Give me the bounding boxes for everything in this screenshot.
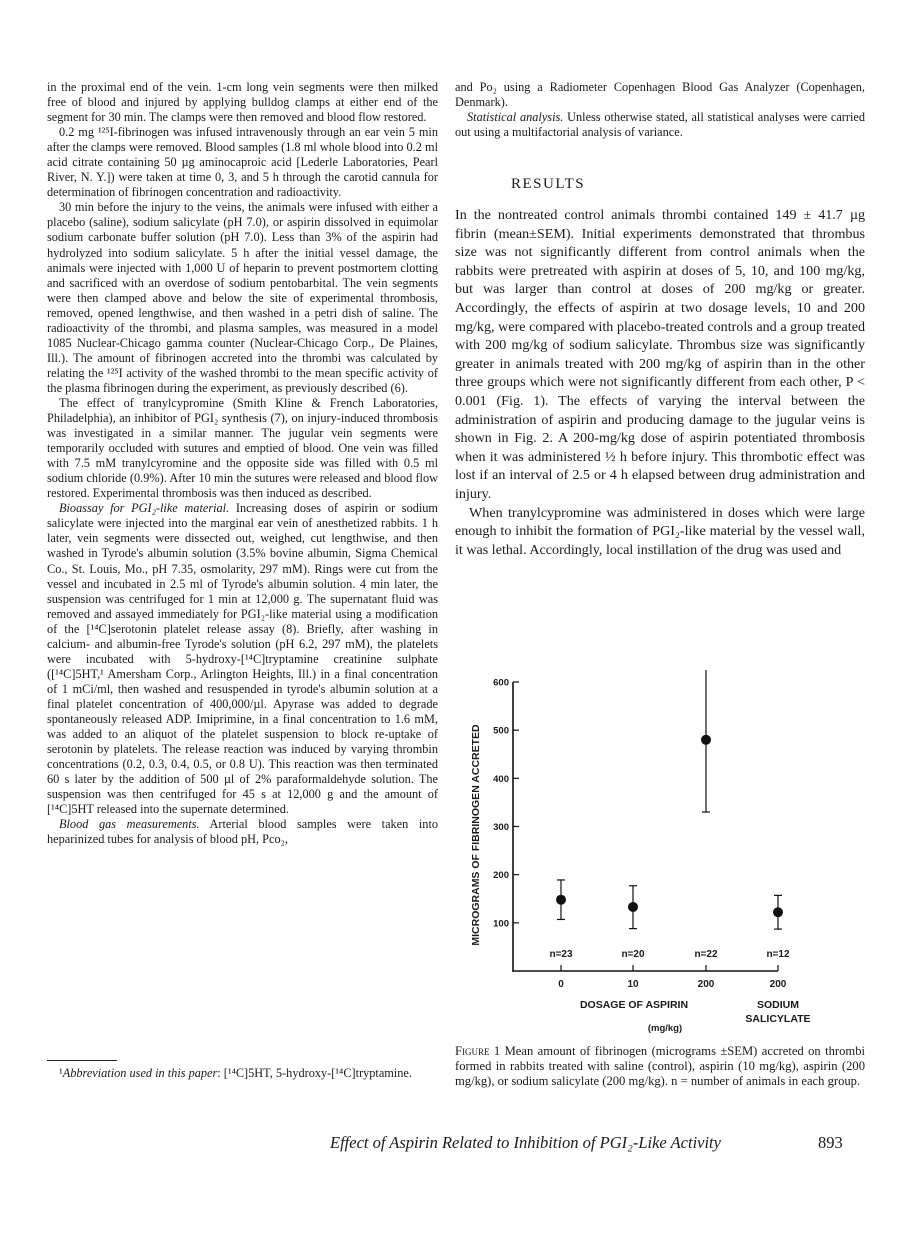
x-tick-label: 200 [697, 979, 715, 990]
section-heading: Bioassay for PGI₂-like material. [59, 501, 230, 516]
y-tick-label: 200 [493, 870, 509, 882]
n-label: n=12 [766, 949, 790, 960]
n-label: n=20 [621, 949, 645, 960]
paragraph: in the proximal end of the vein. 1-cm long vein segments were then milked free of blood and injured by applying bulldog clamps at either end of the segment for 30 min. The clamps were then removed and blood flow restored. [47, 80, 438, 125]
right-column-top [455, 80, 865, 140]
y-tick-label: 400 [493, 773, 509, 785]
paragraph [455, 110, 865, 140]
footnote-divider [47, 1060, 117, 1061]
paragraph: 30 min before the injury to the veins, the animals were infused with either a placebo (saline), sodium salicylate (pH 7.0), or aspirin dissolved in equimolar sodium carbonate buffer solution (pH 7.0). Less than 3% of the aspirin had hydrolyzed into sodium salicylate. 5 h after the initial vessel damage, the animals were injected with 1,000 U of heparin to prevent postmortem clotting and sacrificed with an overdose of sodium pentobarbital. The vein segments were then clamped above and below the site of experimental thrombosis, removed, opened lengthwise, and then washed in a petri dish of saline. The radioactivity of the thrombi, and plasma samples, was measured in a model 1085 Nuclear-Chicago gamma counter (Nuclear-Chicago Corp., De Plaines, Ill.). The amount of fibrinogen accreted into the thrombi was calculated by relating the ¹²⁵I activity of the washed thrombi to the mean specific activity of the plasma fibrinogen during the experiment, as previously described (6). [47, 200, 438, 395]
paragraph: 0.2 mg ¹²⁵I-fibrinogen was infused intravenously through an ear vein 5 min after the clamps were removed. Blood samples (1.8 ml whole blood into 0.2 ml acid citrate containing 50 µg aminocaproic acid [Lederle Laboratories, Pearl River, N. Y.]) were taken at time 0, 3, and 5 h through the carotid cannula for determination of fibrinogen concentration and radioactivity. [47, 125, 438, 200]
group-label-line2: SALICYLATE [745, 1013, 811, 1025]
x-tick-label: 0 [558, 979, 564, 990]
section-heading: Statistical analysis. [467, 110, 564, 125]
section-heading: Blood gas measurements. [59, 817, 200, 832]
footnote-marker: ¹ [59, 1066, 63, 1080]
x-tick-label: 200 [769, 979, 787, 990]
paragraph [47, 817, 438, 847]
page-number: 893 [818, 1133, 843, 1152]
paragraph-text: Unless otherwise stated, all statistical analyses were carried out using a multifactorial analysis of variance. [455, 110, 865, 140]
paragraph [47, 501, 438, 817]
mean-point [628, 902, 638, 912]
paragraph-text: Increasing doses of aspirin or sodium salicylate were injected into the marginal ear vein of anesthetized rabbits. 1 h later, vein segments were dissected out, weighed, cut lengthwise, and then washed in Tyrode's albumin solution (3.5% bovine albumin, Sigma Chemical Co., St. Louis, Mo., pH 7.35, osmolarity, 297 mM). Rings were cut from the vessel and incubated in 2.5 ml of Tyrode's albumin solution. 4 min later, the suspension was centrifuged for 1 min at 12,000 g. The supernatant fluid was removed and assayed immediately for PGI₂-like material using a modification of the [¹⁴C]serotonin platelet release assay (8). Briefly, after washing in calcium- and albumin-free Tyrode's solution (pH 6.2, 297 mM), the platelets were incubated with 5-hydroxy-[¹⁴C]tryptamine creatinine sulphate ([¹⁴C]5HT,¹ Amersham Corp., Arlington Heights, Ill.) in a final concentration of 1 mCi/ml, then washed and resuspended in tyrode's albumin solution at a final platelet concentration of 400,000/µl. Apyrase was added to degrade spontaneously released ADP. Imiprimine, in a final concentration to 1.6 mM, was added to an aliquot of the platelet suspension to block re-uptake of serotonin by platelets. The release reaction was induced by varying thrombin concentrations (0.2, 0.3, 0.4, 0.5, or 0.8 U). This reaction was then terminated 60 s later by the addition of 500 µl of 2% paraformaldehyde solution. The suspension was then centrifuged for 45 s at 12,000 g and the amount of [¹⁴C]5HT released into the supernate determined. [47, 501, 438, 817]
n-label: n=22 [694, 949, 718, 960]
paragraph: The effect of tranylcypromine (Smith Kline & French Laboratories, Philadelphia), an inhibitor of PGI₂ synthesis (7), on injury-induced thrombosis was investigated in a similar manner. The jugular vein segments were temporarily occluded with sutures and emptied of blood. One vein was filled with 7.5 mM tranylcyromine and the opposite side was filled with 0.5 ml sodium chloride (0.9%). After 10 min the sutures were released and blood flow restored. Experimental thrombosis was then induced as described. [47, 395, 438, 501]
axes [493, 678, 790, 991]
figure-caption [455, 1044, 865, 1089]
footnote-text: : [¹⁴C]5HT, 5-hydroxy-[¹⁴C]tryptamine. [217, 1066, 412, 1080]
y-tick-label: 600 [493, 677, 509, 689]
y-tick-label: 100 [493, 918, 509, 930]
figure-1-chart [460, 670, 840, 1040]
results-heading: RESULTS [511, 176, 586, 192]
mean-point [701, 735, 711, 745]
y-tick-label: 500 [493, 725, 509, 737]
x-axis-label: DOSAGE OF ASPIRIN [579, 999, 689, 1011]
figure-label: Figure 1 [455, 1044, 501, 1058]
data-marks [556, 670, 783, 929]
paragraph: and Po₂ using a Radiometer Copenhagen Blood Gas Analyzer (Copenhagen, Denmark). [455, 80, 865, 110]
mean-point [556, 895, 566, 905]
paragraph: When tranylcypromine was administered in doses which were large enough to inhibit the formation of PGI₂-like material by the vessel wall, it was lethal. Accordingly, local instillation of the drug was used and [455, 504, 865, 558]
left-column [47, 80, 438, 847]
footnote [47, 1066, 438, 1081]
footnote-heading: Abbreviation used in this paper [62, 1066, 218, 1080]
y-tick-label: 300 [493, 822, 509, 833]
running-footer-title: Effect of Aspirin Related to Inhibition of PGI₂-Like Activity [330, 1133, 721, 1152]
n-label: n=23 [549, 949, 573, 960]
caption-text: Mean amount of fibrinogen (micrograms ±SEM) accreted on thrombi formed in rabbits treated with saline (control), aspirin (10 mg/kg), aspirin (200 mg/kg), or sodium salicylate (200 mg/kg). n = number of animals in each group. [455, 1044, 865, 1089]
results-body [455, 206, 865, 559]
y-axis-label: MICROGRAMS OF FIBRINOGEN ACCRETED [470, 724, 482, 946]
x-tick-label: 10 [627, 979, 639, 990]
mean-point [773, 907, 783, 917]
paragraph: In the nontreated control animals thrombi contained 149 ± 41.7 µg fibrin (mean±SEM). Initial experiments demonstrated that thrombus size was not significantly different from control animals when the rabbits were pretreated with aspirin at doses of 5, 10, and 100 mg/kg, but was larger than control at doses of 200 mg/kg or greater. Accordingly, the effects of aspirin at two dosage levels, 10 and 200 mg/kg, were compared with placebo-treated controls and a group treated with 200 mg/kg of sodium salicylate. Thrombus size was significantly greater in animals treated with 200 mg/kg of aspirin than in the other three groups which were not significantly different from each other, P < 0.001 (Fig. 1). The effects of varying the interval between the administration of aspirin and producing damage to the jugular veins is shown in Fig. 2. A 200-mg/kg dose of aspirin potentiated thrombosis when it was administered ½ h before injury. This thrombotic effect was lost if an interval of 2.5 or 4 h elapsed between drug administration and injury. [455, 207, 865, 502]
paragraph-text: Arterial blood samples were taken into heparinized tubes for analysis of blood pH, Pco₂, [47, 817, 439, 847]
group-label-line1: SODIUM [757, 999, 799, 1011]
x-axis-units: (mg/kg) [647, 1023, 683, 1034]
